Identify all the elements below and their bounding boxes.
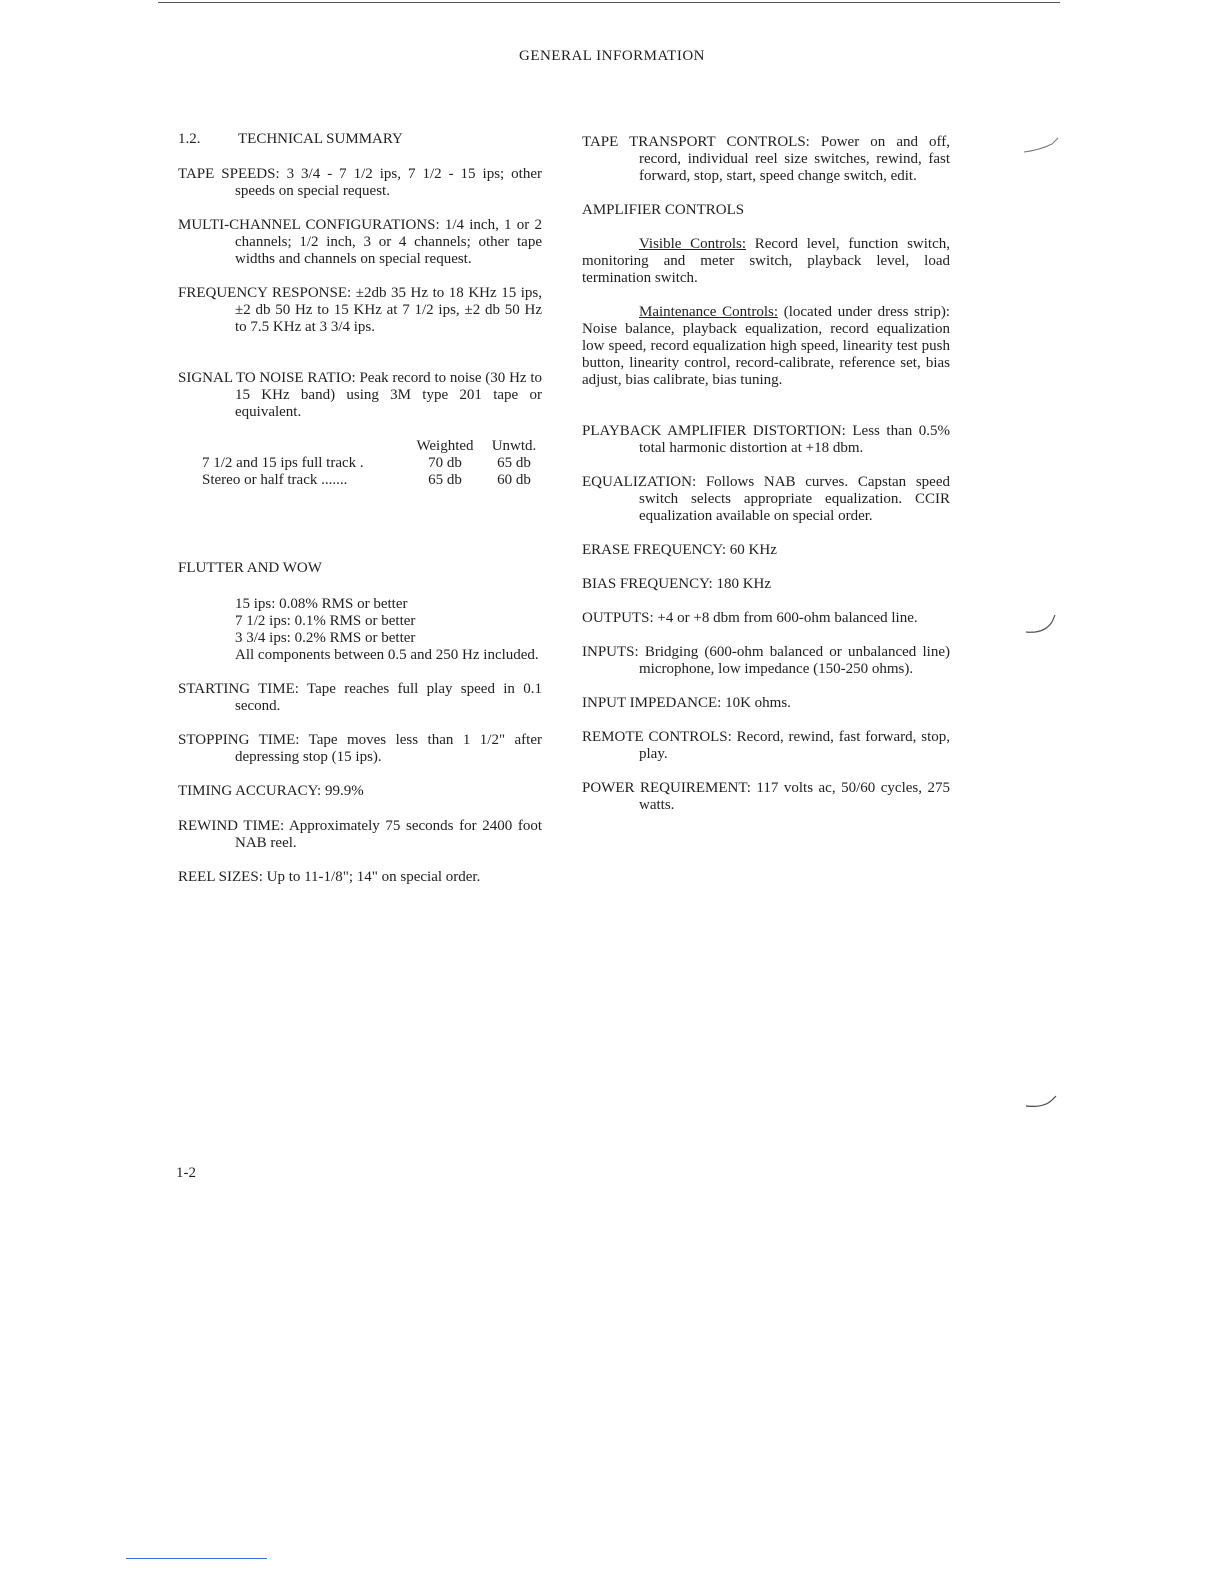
tape-speeds: TAPE SPEEDS: 3 3/4 - 7 1/2 ips, 7 1/2 - 15 ips; other speeds on special request. — [178, 166, 542, 199]
visible-controls-text: Record level, function switch, monitoring and meter switch, playback level, load termination switch. — [582, 236, 950, 286]
multi-channel-configurations: MULTI-CHANNEL CONFIGURATIONS: 1/4 inch, 1 or 2 channels; 1/2 inch, 3 or 4 channels; other tape widths and channels on special request. — [178, 217, 542, 267]
binder-hole-mark-icon — [1022, 612, 1062, 638]
stopping-time: STOPPING TIME: Tape moves less than 1 1/2" after depressing stop (15 ips). — [178, 732, 542, 765]
unweighted-header: Unwtd. — [491, 438, 537, 454]
tape-transport-controls: TAPE TRANSPORT CONTROLS: Power on and off, record, individual reel size switches, rewind, fast forward, stop, start, speed change switch, edit. — [582, 134, 950, 184]
binder-hole-mark-icon — [1022, 1094, 1062, 1114]
bottom-rule — [126, 1558, 267, 1559]
maintenance-controls — [582, 304, 950, 389]
left-column — [178, 131, 542, 886]
power-requirement: POWER REQUIREMENT: 117 volts ac, 50/60 cycles, 275 watts. — [582, 780, 950, 813]
flutter-line: 15 ips: 0.08% RMS or better — [235, 596, 408, 612]
table-row — [202, 472, 542, 489]
playback-amplifier-distortion: PLAYBACK AMPLIFIER DISTORTION: Less than 0.5% total harmonic distortion at +18 dbm. — [582, 423, 950, 456]
flutter-and-wow-title: FLUTTER AND WOW — [178, 560, 322, 576]
snr-table — [202, 438, 542, 489]
remote-controls: REMOTE CONTROLS: Record, rewind, fast forward, stop, play. — [582, 729, 950, 762]
flutter-list — [178, 596, 542, 664]
starting-time: STARTING TIME: Tape reaches full play speed in 0.1 second. — [178, 681, 542, 714]
maintenance-controls-label: Maintenance Controls: — [639, 304, 779, 320]
top-rule — [158, 2, 1060, 3]
equalization: EQUALIZATION: Follows NAB curves. Capstan speed switch selects appropriate equalization. CCIR equalization available on special order. — [582, 474, 950, 524]
signal-to-noise-ratio: SIGNAL TO NOISE RATIO: Peak record to noise (30 Hz to 15 KHz band) using 3M type 201 tape or equivalent. — [178, 370, 542, 420]
reel-sizes: REEL SIZES: Up to 11-1/8"; 14" on special order. — [178, 869, 481, 885]
table-row — [202, 455, 542, 472]
section-heading — [178, 131, 542, 148]
visible-controls — [582, 236, 950, 287]
erase-frequency: ERASE FREQUENCY: 60 KHz — [582, 542, 777, 558]
row-label: Stereo or half track ....... — [202, 472, 348, 488]
row-unweighted: 60 db — [497, 472, 531, 488]
visible-controls-label: Visible Controls: — [639, 236, 746, 252]
inputs: INPUTS: Bridging (600-ohm balanced or unbalanced line) microphone, low impedance (150-250 ohms). — [582, 644, 950, 677]
amplifier-controls-title: AMPLIFIER CONTROLS — [582, 202, 745, 218]
maintenance-controls-text: (located under dress strip): Noise balance, playback equalization, record equalization low speed, record equalization high speed, linearity test push button, linearity control, record-calibrate, reference set, bias adjust, bias calibrate, bias tuning. — [582, 304, 950, 388]
flutter-line: 3 3/4 ips: 0.2% RMS or better — [235, 630, 416, 646]
row-weighted: 70 db — [428, 455, 462, 471]
rewind-time: REWIND TIME: Approximately 75 seconds for 2400 foot NAB reel. — [178, 818, 542, 851]
row-weighted: 65 db — [428, 472, 462, 488]
timing-accuracy: TIMING ACCURACY: 99.9% — [178, 783, 364, 799]
right-column — [582, 134, 950, 814]
page-header: GENERAL INFORMATION — [518, 48, 706, 64]
snr-table-header — [202, 438, 542, 455]
flutter-line: All components between 0.5 and 250 Hz included. — [235, 647, 539, 663]
outputs: OUTPUTS: +4 or +8 dbm from 600-ohm balanced line. — [582, 610, 918, 626]
weighted-header: Weighted — [416, 438, 474, 454]
flutter-line: 7 1/2 ips: 0.1% RMS or better — [235, 613, 416, 629]
row-label: 7 1/2 and 15 ips full track . — [202, 455, 364, 471]
binder-hole-mark-icon — [1022, 136, 1062, 158]
section-number: 1.2. — [178, 131, 201, 147]
frequency-response: FREQUENCY RESPONSE: ±2db 35 Hz to 18 KHz 15 ips, ±2 db 50 Hz to 15 KHz at 7 1/2 ips, ±2 db 50 Hz to 7.5 KHz at 3 3/4 ips. — [178, 285, 542, 335]
section-title: TECHNICAL SUMMARY — [238, 131, 403, 147]
row-unweighted: 65 db — [497, 455, 531, 471]
bias-frequency: BIAS FREQUENCY: 180 KHz — [582, 576, 772, 592]
input-impedance: INPUT IMPEDANCE: 10K ohms. — [582, 695, 791, 711]
page-number: 1-2 — [176, 1165, 196, 1181]
